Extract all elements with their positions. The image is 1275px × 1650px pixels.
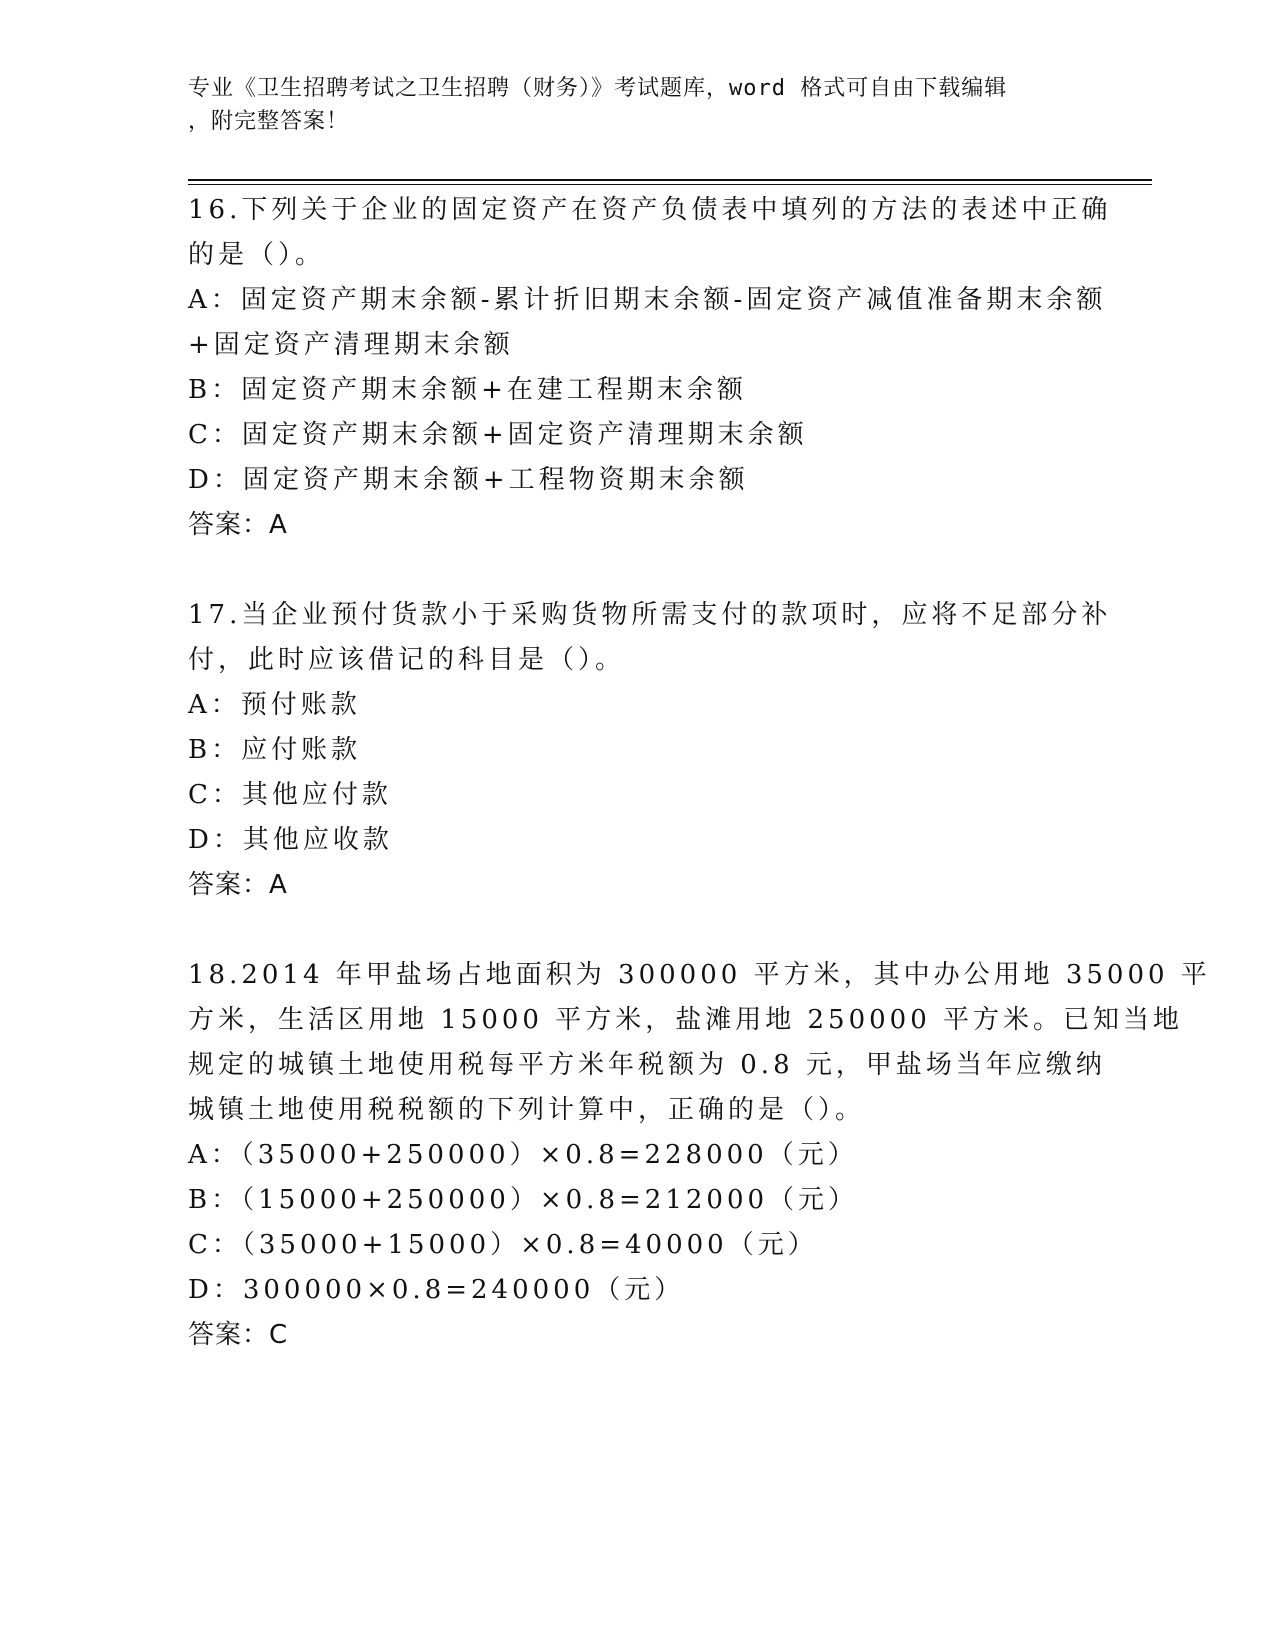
question-stem-line: 17.当企业预付货款小于采购货物所需支付的款项时，应将不足部分补 — [188, 600, 1112, 630]
option-c: C：（35000+15000）×0.8=40000（元） — [188, 1230, 818, 1260]
option-d: D：其他应收款 — [188, 825, 393, 855]
question-stem-line: 方米，生活区用地 15000 平方米，盐滩用地 250000 平方米。已知当地 — [188, 1005, 1184, 1035]
option-a: A：固定资产期末余额-累计折旧期末余额-固定资产减值准备期末余额 — [188, 285, 1107, 315]
question-stem-line: 付，此时应该借记的科目是（）。 — [188, 645, 626, 675]
option-b: B：（15000+250000）×0.8=212000（元） — [188, 1185, 859, 1215]
header-description: 专业《卫生招聘考试之卫生招聘（财务）》考试题库，word 格式可自由下载编辑 ，附完整答案！ — [188, 76, 1008, 134]
question-17 — [188, 593, 1112, 908]
question-16 — [188, 188, 1112, 548]
option-b: B：固定资产期末余额+在建工程期末余额 — [188, 375, 747, 405]
option-d: D：300000×0.8=240000（元） — [188, 1275, 685, 1305]
question-stem-line: 18.2014 年甲盐场占地面积为 300000 平方米，其中办公用地 35000 平 — [188, 960, 1211, 990]
option-c: C：其他应付款 — [188, 780, 392, 810]
option-d: D：固定资产期末余额+工程物资期末余额 — [188, 465, 749, 495]
answer-key: 答案：C — [188, 1320, 289, 1350]
option-a: A：（35000+250000）×0.8=228000（元） — [188, 1140, 858, 1170]
option-b: B：应付账款 — [188, 735, 362, 765]
question-stem-line: 16.下列关于企业的固定资产在资产负债表中填列的方法的表述中正确 — [188, 195, 1112, 225]
question-stem-line: 规定的城镇土地使用税每平方米年税额为 0.8 元，甲盐场当年应缴纳 — [188, 1050, 1106, 1080]
header-divider-thin — [188, 184, 1152, 185]
option-a-continued: +固定资产清理期末余额 — [188, 330, 514, 360]
question-stem-line: 城镇土地使用税税额的下列计算中，正确的是（）。 — [188, 1095, 866, 1125]
question-list — [188, 188, 1211, 1403]
option-c: C：固定资产期末余额+固定资产清理期末余额 — [188, 420, 808, 450]
answer-key: 答案：A — [188, 510, 288, 540]
answer-key: 答案：A — [188, 870, 288, 900]
question-stem-line: 的是（）。 — [188, 240, 326, 270]
option-a: A：预付账款 — [188, 690, 361, 720]
header-divider-thick — [188, 179, 1152, 181]
question-18 — [188, 953, 1211, 1358]
